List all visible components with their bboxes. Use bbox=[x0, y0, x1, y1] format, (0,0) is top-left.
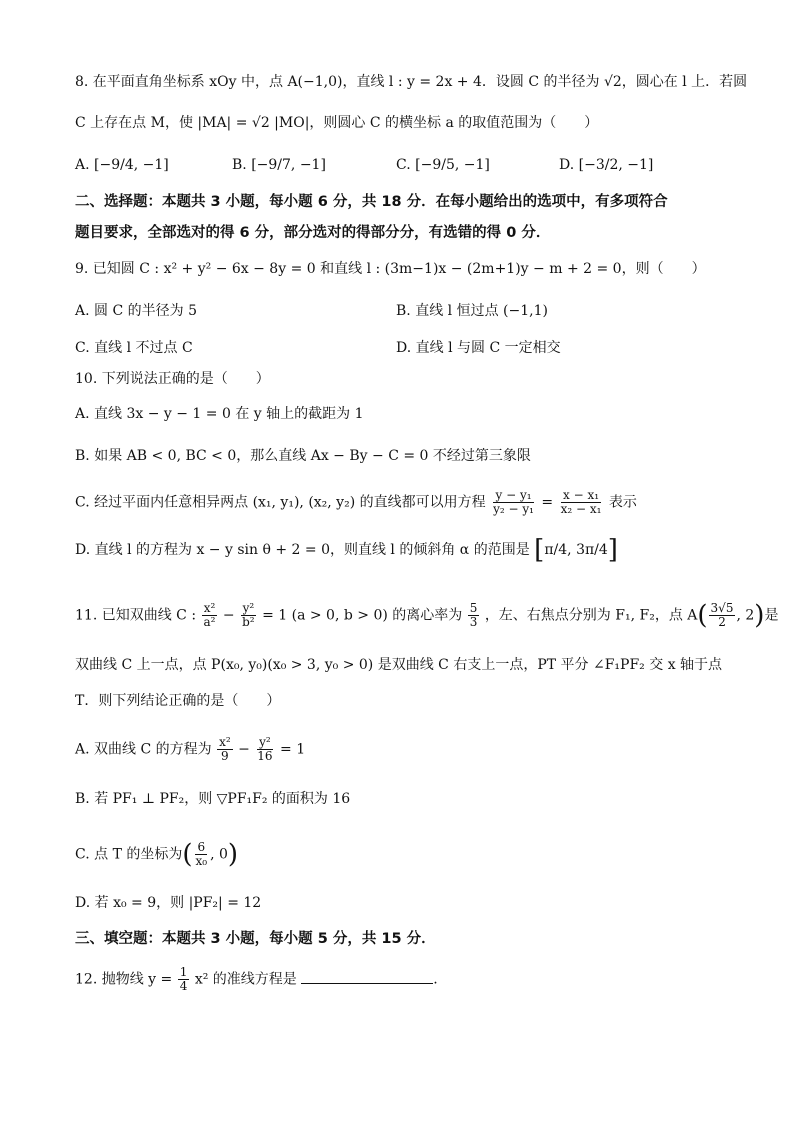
fraction-numerator: x − x₁ bbox=[563, 488, 600, 502]
equals-sign: = bbox=[541, 494, 554, 511]
q10-option-b[interactable]: B. 如果 AB < 0, BC < 0，那么直线 Ax − By − C = 0 不经过第三象限 bbox=[75, 448, 531, 464]
section2-heading-line1: 二、选择题：本题共 3 小题，每小题 6 分，共 18 分．在每小题给出的选项中，有多项符合 bbox=[75, 194, 668, 210]
option-text: 直线 l 与圆 C 一定相交 bbox=[415, 340, 561, 356]
section3-heading: 三、填空题：本题共 3 小题，每小题 5 分，共 15 分． bbox=[75, 931, 436, 947]
q11-line3: T．则下列结论正确的是（ ） bbox=[75, 693, 281, 709]
fraction bbox=[202, 602, 218, 629]
fraction-denominator: x₀ bbox=[195, 854, 208, 868]
minus-sign: − bbox=[222, 607, 235, 624]
fraction-denominator: b² bbox=[242, 615, 255, 629]
q9-option-d[interactable] bbox=[396, 338, 561, 358]
option-text: [−9/4, −1] bbox=[94, 157, 169, 173]
point-a-y: , 2 bbox=[736, 607, 755, 624]
fraction bbox=[255, 736, 274, 763]
fraction bbox=[559, 489, 604, 516]
q8-option-a[interactable] bbox=[75, 155, 169, 175]
q9-stem: 9. 已知圆 C : x² + y² − 6x − 8y = 0 和直线 l : (3m−1)x − (2m+1)y − m + 2 = 0，则（ ） bbox=[75, 261, 706, 277]
q12-prefix: 12. 抛物线 y = bbox=[75, 971, 173, 988]
option-text: [−9/5, −1] bbox=[415, 157, 490, 173]
q8-line1: 8. 在平面直角坐标系 xOy 中，点 A(−1,0)，直线 l : y = 2x + 4．设圆 C 的半径为 √2，圆心在 l 上．若圆 bbox=[75, 74, 748, 90]
answer-blank[interactable] bbox=[301, 969, 433, 984]
fraction-denominator: y₂ − y₁ bbox=[493, 502, 534, 516]
q10-c-suffix: 表示 bbox=[608, 494, 637, 511]
fraction-numerator: y² bbox=[259, 735, 271, 749]
q8-option-c[interactable] bbox=[396, 155, 490, 175]
q11-line2: 双曲线 C 上一点，点 P(x₀, y₀)(x₀ > 3, y₀ > 0) 是双曲线 C 右支上一点，PT 平分 ∠F₁PF₂ 交 x 轴于点 bbox=[75, 657, 723, 673]
range-lower: π/4 bbox=[544, 542, 568, 558]
q9-option-a[interactable] bbox=[75, 301, 197, 321]
q11-option-d[interactable]: D. 若 x₀ = 9，则 |PF₂| = 12 bbox=[75, 895, 262, 911]
left-bracket: [ bbox=[534, 535, 545, 565]
fraction bbox=[217, 736, 233, 763]
range-upper: 3π/4 bbox=[576, 542, 608, 558]
fraction-denominator: 2 bbox=[718, 615, 726, 629]
q11-line1-b: = 1 (a > 0, b > 0) 的离心率为 bbox=[262, 607, 463, 624]
left-paren: ( bbox=[182, 839, 193, 870]
fraction-numerator: 1 bbox=[179, 965, 188, 979]
q11-a-prefix: A. 双曲线 C 的方程为 bbox=[75, 741, 212, 758]
q10-d-prefix: D. 直线 l 的方程为 x − y sin θ + 2 = 0，则直线 l 的倾斜角 α 的范围是 bbox=[75, 542, 530, 558]
option-label: C. bbox=[396, 157, 411, 173]
q10-option-d[interactable] bbox=[75, 535, 618, 565]
fraction-denominator: 4 bbox=[179, 979, 188, 993]
fraction-numerator: x² bbox=[219, 735, 231, 749]
option-label: A. bbox=[75, 157, 90, 173]
q11-line1-a: 11. 已知双曲线 C : bbox=[75, 607, 197, 624]
q11-option-c[interactable] bbox=[75, 841, 238, 868]
q12-tail: . bbox=[433, 971, 438, 988]
option-label: D. bbox=[559, 157, 575, 173]
q11-line1-d: 是 bbox=[764, 607, 779, 624]
q10-stem: 10. 下列说法正确的是（ ） bbox=[75, 371, 270, 387]
fraction-denominator: a² bbox=[203, 615, 216, 629]
left-paren: ( bbox=[697, 600, 708, 631]
q11-c-prefix: C. 点 T 的坐标为 bbox=[75, 846, 183, 863]
section2-heading-line2: 题目要求，全部选对的得 6 分，部分选对的得部分分，有选错的得 0 分． bbox=[75, 225, 551, 241]
fraction bbox=[468, 602, 480, 629]
fraction-numerator: y − y₁ bbox=[495, 488, 532, 502]
right-paren: ) bbox=[754, 600, 765, 631]
option-label: B. bbox=[232, 157, 247, 173]
option-label: B. bbox=[396, 303, 411, 319]
q8-line2: C 上存在点 M，使 |MA| = √2 |MO|，则圆心 C 的横坐标 a 的取值范围为（ ） bbox=[75, 115, 599, 131]
fraction bbox=[194, 841, 210, 868]
fraction bbox=[178, 966, 190, 993]
q9-option-b[interactable] bbox=[396, 301, 548, 321]
q11-line1-c: ，左、右焦点分别为 F₁, F₂，点 A bbox=[484, 607, 698, 624]
q11-option-a[interactable] bbox=[75, 736, 305, 763]
fraction-numerator: 5 bbox=[469, 601, 478, 615]
q11-option-b[interactable]: B. 若 PF₁ ⊥ PF₂，则 ▽PF₁F₂ 的面积为 16 bbox=[75, 791, 351, 807]
fraction-denominator: 9 bbox=[221, 749, 229, 763]
fraction-denominator: 16 bbox=[257, 749, 273, 763]
q12-stem bbox=[75, 966, 438, 993]
q12-mid: x² 的准线方程是 bbox=[194, 971, 297, 988]
option-text: 直线 l 恒过点 (−1,1) bbox=[415, 303, 548, 319]
fraction-numerator: x² bbox=[203, 601, 216, 615]
option-text: [−9/7, −1] bbox=[251, 157, 326, 173]
fraction-denominator: x₂ − x₁ bbox=[560, 502, 602, 516]
q8-option-b[interactable] bbox=[232, 155, 326, 175]
q10-c-prefix: C. 经过平面内任意相异两点 (x₁, y₁), (x₂, y₂) 的直线都可以用方程 bbox=[75, 494, 486, 511]
q11-a-suffix: = 1 bbox=[280, 741, 306, 758]
point-t-y: , 0 bbox=[210, 846, 228, 863]
fraction-numerator: 6 bbox=[197, 840, 206, 854]
right-paren: ) bbox=[227, 839, 239, 870]
q10-option-c[interactable] bbox=[75, 489, 637, 516]
option-text: 直线 l 不过点 C bbox=[94, 340, 193, 356]
fraction bbox=[240, 602, 257, 629]
range-comma: , bbox=[567, 542, 577, 558]
q8-option-d[interactable] bbox=[559, 155, 653, 175]
option-label: A. bbox=[75, 303, 90, 319]
fraction bbox=[491, 489, 536, 516]
fraction bbox=[709, 602, 736, 629]
minus-sign: − bbox=[238, 741, 250, 758]
fraction-denominator: 3 bbox=[469, 615, 478, 629]
right-bracket: ] bbox=[607, 535, 618, 565]
q11-line1 bbox=[75, 602, 778, 629]
fraction-numerator: y² bbox=[242, 601, 255, 615]
q9-option-c[interactable] bbox=[75, 338, 193, 358]
option-label: D. bbox=[396, 340, 412, 356]
option-text: 圆 C 的半径为 5 bbox=[94, 303, 197, 319]
q10-option-a[interactable]: A. 直线 3x − y − 1 = 0 在 y 轴上的截距为 1 bbox=[75, 406, 364, 422]
option-label: C. bbox=[75, 340, 90, 356]
fraction-numerator: 3√5 bbox=[710, 601, 734, 615]
option-text: [−3/2, −1] bbox=[578, 157, 654, 173]
